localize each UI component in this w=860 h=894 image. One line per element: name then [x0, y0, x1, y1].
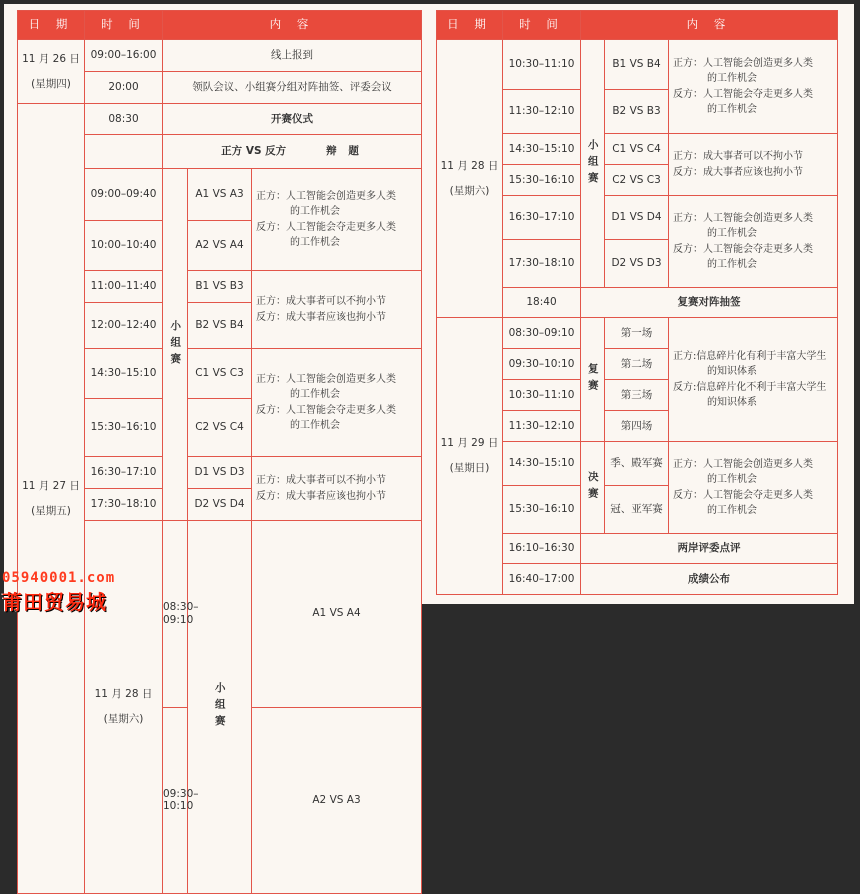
- topic-con: 反方：人工智能会夺走更多人类: [673, 489, 813, 501]
- match-cell: B2 VS B3: [605, 90, 669, 134]
- header-time: 时 间: [85, 11, 163, 40]
- topic-con-cont: 的工作机会: [707, 505, 757, 516]
- stage-label: 小组赛: [163, 169, 188, 521]
- table-row: [18, 104, 422, 135]
- topic-pro-cont: 的工作机会: [290, 206, 340, 217]
- match-cell: 第二场: [605, 349, 669, 380]
- match-cell: C2 VS C4: [188, 399, 252, 457]
- date-cell: [18, 104, 85, 894]
- date-text: 11 月 28 日: [94, 688, 153, 701]
- time-cell: 18:40: [503, 288, 581, 318]
- time-cell: 10:30–11:10: [503, 380, 581, 411]
- date-cell: [437, 318, 503, 595]
- match-cell: A1 VS A3: [188, 169, 252, 221]
- topic-cell: [669, 134, 838, 196]
- stage-label: 决赛: [581, 442, 605, 534]
- topic-con-cont: 的工作机会: [290, 420, 340, 431]
- topic-pro: 正方:信息碎片化有利于丰富大学生: [673, 350, 827, 362]
- topic-con: 反方：成大事者应该也拘小节: [256, 311, 386, 323]
- time-cell: 20:00: [85, 72, 163, 104]
- time-cell: 10:00–10:40: [85, 221, 163, 271]
- subheader-topic: 辩 题: [326, 145, 363, 158]
- header-content: 内 容: [163, 11, 422, 40]
- table-header: [18, 11, 422, 40]
- topic-con: 反方：人工智能会夺走更多人类: [256, 221, 396, 233]
- topic-pro-cont: 的工作机会: [707, 228, 757, 239]
- match-cell: D1 VS D3: [188, 457, 252, 489]
- topic-pro-cont: 的工作机会: [290, 389, 340, 400]
- subheader-vs: 正方 VS 反方: [221, 145, 287, 158]
- header-date: 日 期: [18, 11, 85, 40]
- match-cell: B2 VS B4: [188, 303, 252, 349]
- topic-cell: [669, 40, 838, 134]
- topic-cell: [252, 457, 422, 521]
- topic-con: 反方：人工智能会夺走更多人类: [673, 243, 813, 255]
- topic-con-cont: 的工作机会: [290, 237, 340, 248]
- match-cell: C1 VS C3: [188, 349, 252, 399]
- time-cell: 11:30–12:10: [503, 411, 581, 442]
- time-cell: 14:30–15:10: [503, 134, 581, 165]
- subheader-cell: [163, 135, 422, 169]
- schedule-table-left: [17, 10, 422, 894]
- time-cell: 11:30–12:10: [503, 90, 581, 134]
- match-cell: B1 VS B4: [605, 40, 669, 90]
- header-time: 时 间: [503, 11, 581, 40]
- time-cell: 15:30–16:10: [503, 165, 581, 196]
- time-cell: 08:30–09:10: [163, 521, 188, 708]
- weekday-text: (星期六): [103, 713, 144, 726]
- topic-con-cont: 的工作机会: [707, 104, 757, 115]
- date-cell: [18, 40, 85, 104]
- topic-pro-cont: 的工作机会: [707, 73, 757, 84]
- time-cell: 09:30–10:10: [163, 707, 188, 894]
- watermark-title: 莆田贸易城: [2, 590, 107, 614]
- date-text: 11 月 28 日: [440, 159, 499, 172]
- time-cell: 09:00–16:00: [85, 40, 163, 72]
- table-row: [437, 318, 838, 349]
- match-cell: C2 VS C3: [605, 165, 669, 196]
- match-cell: D2 VS D4: [188, 489, 252, 521]
- match-cell: A2 VS A4: [188, 221, 252, 271]
- time-cell: 09:00–09:40: [85, 169, 163, 221]
- date-text: 11 月 26 日: [22, 52, 80, 65]
- match-cell: 第三场: [605, 380, 669, 411]
- date-cell: [437, 40, 503, 318]
- topic-con: 反方：人工智能会夺走更多人类: [256, 404, 396, 416]
- topic-pro: 正方：人工智能会创造更多人类: [256, 373, 396, 385]
- match-cell: A2 VS A3: [252, 707, 422, 894]
- time-cell: 17:30–18:10: [85, 489, 163, 521]
- header-date: 日 期: [437, 11, 503, 40]
- schedule-table-right: [436, 10, 838, 595]
- content-cell: 线上报到: [163, 40, 422, 72]
- topic-pro: 正方：人工智能会创造更多人类: [673, 57, 813, 69]
- topic-pro: 正方：人工智能会创造更多人类: [673, 212, 813, 224]
- topic-cell: [252, 349, 422, 457]
- time-cell: 16:30–17:10: [503, 196, 581, 240]
- time-cell: 08:30–09:10: [503, 318, 581, 349]
- content-cell: 复赛对阵抽签: [581, 288, 838, 318]
- content-cell: 开赛仪式: [163, 104, 422, 135]
- time-cell: 17:30–18:10: [503, 240, 581, 288]
- time-cell: 12:00–12:40: [85, 303, 163, 349]
- topic-pro: 正方：人工智能会创造更多人类: [673, 458, 813, 470]
- match-cell: D1 VS D4: [605, 196, 669, 240]
- date-text: 11 月 29 日: [440, 437, 499, 450]
- time-cell: 15:30–16:10: [85, 399, 163, 457]
- topic-cell: [669, 442, 838, 534]
- topic-con: 反方：人工智能会夺走更多人类: [673, 88, 813, 100]
- table-row: [437, 40, 838, 90]
- time-cell: 16:10–16:30: [503, 534, 581, 564]
- stage-label: 复赛: [581, 318, 605, 442]
- time-cell: 11:00–11:40: [85, 271, 163, 303]
- date-text: 11 月 27 日: [22, 479, 80, 492]
- time-cell: 15:30–16:10: [503, 486, 581, 534]
- match-cell: D2 VS D3: [605, 240, 669, 288]
- match-cell: B1 VS B3: [188, 271, 252, 303]
- time-cell: 08:30: [85, 104, 163, 135]
- topic-pro-cont: 的知识体系: [707, 366, 757, 377]
- table-row: [18, 40, 422, 72]
- weekday-text: (星期日): [449, 462, 490, 475]
- topic-con: 反方:信息碎片化不利于丰富大学生: [673, 381, 827, 393]
- topic-pro: 正方：人工智能会创造更多人类: [256, 190, 396, 202]
- time-cell: [85, 135, 163, 169]
- weekday-text: (星期四): [31, 77, 71, 90]
- match-cell: 第一场: [605, 318, 669, 349]
- time-cell: 09:30–10:10: [503, 349, 581, 380]
- topic-cell: [669, 196, 838, 288]
- topic-pro: 正方：成大事者可以不拘小节: [673, 151, 803, 162]
- topic-con: 反方：成大事者应该也拘小节: [256, 490, 386, 502]
- site-watermark: [0, 570, 160, 614]
- topic-pro: 正方：成大事者可以不拘小节: [256, 296, 386, 307]
- match-cell: A1 VS A4: [252, 521, 422, 708]
- topic-pro: 正方：成大事者可以不拘小节: [256, 475, 386, 486]
- header-content: 内 容: [581, 11, 838, 40]
- weekday-text: (星期五): [31, 504, 71, 517]
- match-cell: 季、殿军赛: [605, 442, 669, 486]
- topic-cell: [669, 318, 838, 442]
- topic-con-cont: 的知识体系: [707, 397, 757, 408]
- watermark-url: 05940001.com: [2, 570, 116, 586]
- time-cell: 14:30–15:10: [85, 349, 163, 399]
- match-cell: 冠、亚军赛: [605, 486, 669, 534]
- stage-label: 小组赛: [581, 40, 605, 288]
- time-cell: 16:30–17:10: [85, 457, 163, 489]
- topic-pro-cont: 的工作机会: [707, 474, 757, 485]
- content-cell: 两岸评委点评: [581, 534, 838, 564]
- table-header: [437, 11, 838, 40]
- time-cell: 10:30–11:10: [503, 40, 581, 90]
- topic-cell: [252, 169, 422, 271]
- stage-label: 小组赛: [188, 521, 252, 894]
- weekday-text: (星期六): [449, 184, 490, 197]
- content-cell: 成绩公布: [581, 564, 838, 595]
- time-cell: 14:30–15:10: [503, 442, 581, 486]
- match-cell: 第四场: [605, 411, 669, 442]
- topic-cell: [252, 271, 422, 349]
- time-cell: 16:40–17:00: [503, 564, 581, 595]
- topic-con: 反方：成大事者应该也拘小节: [673, 166, 803, 178]
- match-cell: C1 VS C4: [605, 134, 669, 165]
- content-cell: 领队会议、小组赛分组对阵抽签、评委会议: [163, 72, 422, 104]
- topic-con-cont: 的工作机会: [707, 259, 757, 270]
